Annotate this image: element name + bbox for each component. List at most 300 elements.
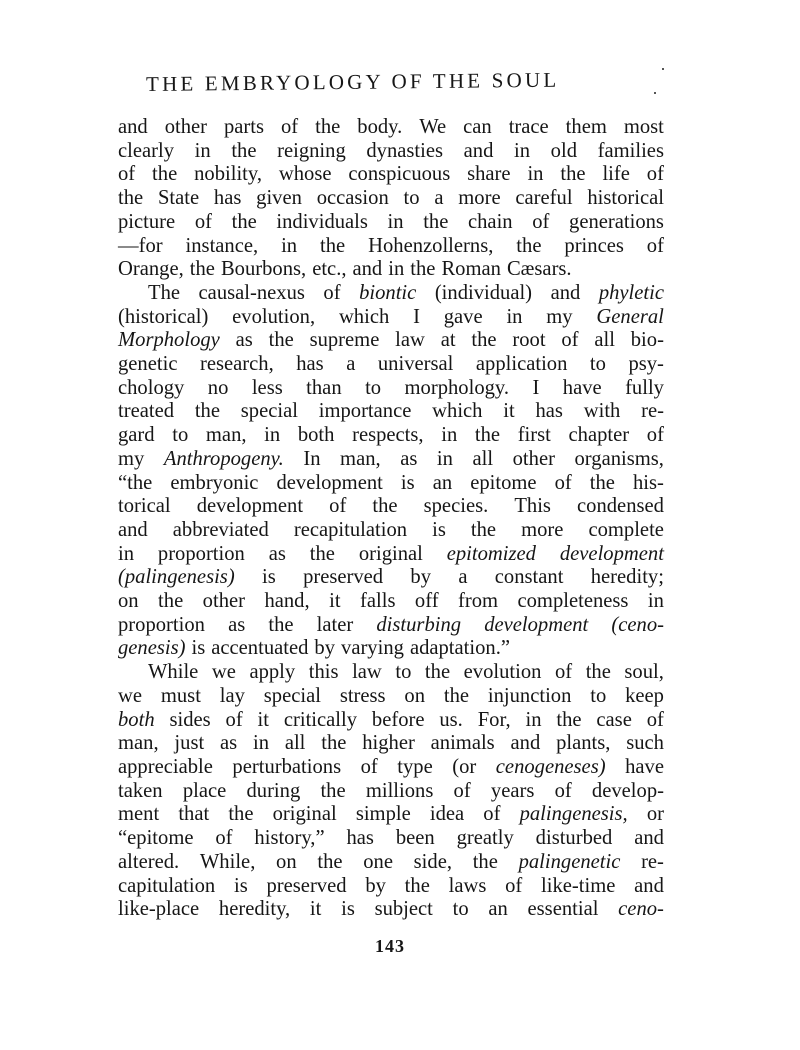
word: varying [341,637,404,660]
word: —for [118,234,163,257]
word: in [388,258,405,281]
word: clearly [118,139,175,162]
word: of [554,779,572,802]
word: of [554,661,573,684]
word: genetic [118,353,178,376]
word: altered. [118,850,180,873]
word: in [436,447,453,470]
word: plants, [556,732,611,755]
word: of [532,210,550,233]
word: has [296,353,324,376]
word: of [505,874,523,897]
word: type [397,755,433,778]
word: accentuated [211,637,309,660]
word: This [514,495,551,518]
word: it [329,590,341,613]
word: by [365,874,386,897]
word: historical [587,187,664,210]
word: and [550,281,581,304]
word: ment [118,803,160,826]
word: the [472,850,498,873]
word: original [272,803,337,826]
word: to [589,353,606,376]
word: essential [527,898,599,921]
word: I [532,376,540,399]
word: as [400,447,418,470]
word: gave [443,305,483,328]
word: psy- [628,353,664,376]
word: development [196,495,304,518]
text-line [118,353,664,377]
word: “epitome [118,827,194,850]
word: sides [169,708,211,731]
word: as [220,732,238,755]
word: higher [362,732,415,755]
word: has [213,187,242,210]
word: chapter [568,424,630,447]
italic-word: cenogeneses) [495,755,606,778]
word: and [463,139,494,162]
word: instance, [185,234,259,257]
word: individuals [276,210,368,233]
word: a [434,187,444,210]
text-line [118,803,664,827]
word: critically [283,708,358,731]
word: application [475,353,568,376]
word: lay [219,684,245,707]
text-line [118,519,664,543]
scan-speck [654,92,656,94]
word: Roman [441,258,501,281]
word: of [646,163,664,186]
word: the [589,471,615,494]
word: on [276,850,297,873]
word: of [323,281,341,304]
text-line [118,732,664,756]
word: causal-nexus [198,281,305,304]
text-line [118,472,664,496]
text-line [118,875,664,899]
word: of [646,708,664,731]
body-text [118,116,664,922]
word: such [626,732,664,755]
word: of [646,424,664,447]
italic-word: Anthropogeny. [163,447,284,470]
italic-word: phyletic [598,281,664,304]
word: evolution [463,661,542,684]
word: it [309,898,322,921]
word: morphology. [404,376,510,399]
word: soul, [624,661,664,684]
word: in [252,732,269,755]
word: been [395,827,435,850]
word: a [458,566,468,589]
word: no [207,376,229,399]
word: research, [199,353,274,376]
text-line [118,709,664,733]
word: like-place [118,898,200,921]
word: the [320,779,346,802]
word: subject [374,898,433,921]
word: perturbations [232,755,342,778]
word: the [152,163,178,186]
word: the [315,116,341,138]
word: before [371,708,425,731]
word: life [602,163,630,186]
text-line [118,495,664,519]
italic-word: Morphology [118,329,220,352]
word: etc., [312,258,347,281]
word: is [233,874,248,897]
word: than [306,376,342,399]
word: families [597,139,664,162]
word: the [424,661,451,684]
word: of [554,471,572,494]
word: millions [365,779,434,802]
word: from [458,590,499,613]
word: constant [494,566,564,589]
italic-word: (ceno- [611,613,664,636]
text-line [118,898,664,922]
word: nobility, [194,163,262,186]
word: other [164,116,208,138]
word: a [346,353,356,376]
word: the [228,803,254,826]
word: my [118,447,145,470]
text-line [118,590,664,614]
word: in [506,305,523,328]
word: parts [224,116,265,138]
word: careful [515,187,573,210]
word: at [440,329,456,352]
page-number: 143 [375,936,405,956]
word: the [268,613,294,636]
text-line [118,614,664,638]
text-line [118,400,664,424]
word: Bourbons, [220,258,307,281]
word: them [565,116,607,138]
word: We [419,116,447,138]
word: stress [339,684,386,707]
word: picture [118,210,176,233]
italic-word: disturbing [376,613,462,636]
word: the [560,163,586,186]
word: taken [118,779,163,802]
word: reigning [277,139,346,162]
italic-word: biontic [359,281,417,304]
word: generations [569,210,664,233]
word: or [646,803,664,826]
word: Cæsars. [506,258,572,281]
word: the [585,661,611,684]
running-head: THE EMBRYOLOGY OF THE SOUL [145,67,560,96]
word: of [646,234,664,257]
word: chain [468,210,513,233]
word: the [321,732,347,755]
word: the [516,234,542,257]
word: hand, [264,590,310,613]
word: to [172,424,189,447]
word: of [194,210,212,233]
word: While, [199,850,256,873]
word: preserved [303,566,384,589]
word: the [372,495,398,518]
word: on [404,684,426,707]
word: of [453,779,471,802]
word: is [262,566,276,589]
word: it [257,708,269,731]
word: and [118,116,148,138]
word: treated [118,400,175,423]
word: (or [452,755,477,778]
word: most [623,116,664,138]
text-line [118,851,664,875]
word: other [202,590,245,613]
word: an [488,898,508,921]
text-line [118,448,664,472]
word: respects, [352,424,424,447]
word: dynasties [366,139,444,162]
word: place [182,779,227,802]
word: and [634,827,664,850]
word: the [194,400,220,423]
word: it [503,400,515,423]
word: the [470,518,497,541]
word: with [583,400,621,423]
word: of [483,803,501,826]
word: law [352,661,382,684]
word: epitome [470,471,537,494]
word: on [118,590,139,613]
word: us. [439,708,463,731]
text-line [118,235,664,259]
word: the [309,542,335,565]
word: occasion [316,187,389,210]
word: that [178,803,210,826]
word: the [410,258,436,281]
word: The [148,281,181,304]
word: in [281,234,298,257]
word: share [467,163,511,186]
word: proportion [118,613,205,636]
word: more [521,518,564,541]
word: years [490,779,535,802]
italic-word: both [118,708,155,731]
word: complete [588,518,664,541]
italic-word: palingenetic [518,850,621,873]
word: the [471,329,497,352]
word: laws [448,874,487,897]
word: in [647,590,664,613]
word: is [400,471,415,494]
word: evolution, [232,305,316,328]
word: torical [118,495,171,518]
word: less [251,376,283,399]
word: in [527,163,544,186]
text-line [118,827,664,851]
word: my [546,305,573,328]
word: princes [564,234,624,257]
word: as [235,329,253,352]
word: like-time [541,874,616,897]
word: idea [429,803,465,826]
word: more [458,187,501,210]
text-line [118,258,664,282]
word: I [413,305,420,328]
word: disturbed [535,827,613,850]
word: by [314,637,336,660]
word: supreme [309,329,380,352]
word: fully [625,376,664,399]
word: man, [118,732,159,755]
italic-word: General [596,305,664,328]
text-line [118,329,664,353]
word: special [240,400,298,423]
word: of [561,329,579,352]
word: develop- [591,779,664,802]
word: have [625,755,664,778]
word: of [360,755,378,778]
word: proportion [157,542,245,565]
word: all [284,732,306,755]
word: development [276,471,383,494]
text-line [118,140,664,164]
word: the [268,329,294,352]
word: animals [430,732,495,755]
word: simple [355,803,411,826]
word: in [118,542,135,565]
word: the [404,874,430,897]
word: injunction [487,684,572,707]
word: an [432,471,453,494]
word: apply [249,661,296,684]
word: (individual) [434,281,533,304]
word: the [158,590,184,613]
word: and [118,518,148,541]
word: preserved [266,874,347,897]
text-line [118,756,664,780]
word: the [231,139,257,162]
word: appreciable [118,755,213,778]
word: embryonic [170,471,259,494]
word: Orange, [118,258,184,281]
word: the [423,210,449,233]
word: heredity; [590,566,664,589]
word: completeness [517,590,629,613]
word: abbreviated [172,518,269,541]
word: re- [641,400,664,423]
word: in [525,708,542,731]
text-line [118,116,664,140]
word: side, [413,850,452,873]
text-line [118,424,664,448]
word: to [403,187,420,210]
word: have [562,376,602,399]
word: which [338,305,390,328]
word: chology [118,376,185,399]
word: in [194,139,211,162]
word: gard [118,424,155,447]
word: by [410,566,432,589]
word: of [329,495,347,518]
word: both [297,424,335,447]
word: Hohenzollerns, [368,234,494,257]
word: the [474,424,501,447]
italic-word: development [559,542,664,565]
word: the [443,684,470,707]
word: is [432,518,446,541]
word: to [365,376,382,399]
word: case [596,708,632,731]
word: the [556,708,582,731]
word: While [148,661,199,684]
word: in [441,424,458,447]
text-line [118,780,664,804]
word: in [264,424,281,447]
word: trace [508,116,549,138]
italic-word: genesis) [118,637,186,660]
word: in [387,210,404,233]
word: law [395,329,425,352]
text-line [118,637,664,661]
word: (historical) [118,305,209,328]
word: off [414,590,439,613]
word: to [452,898,469,921]
text-line [118,306,664,330]
word: the [317,850,343,873]
text-line [118,282,664,306]
scan-speck [662,68,664,70]
text-line [118,543,664,567]
word: in [514,139,531,162]
word: his- [633,471,664,494]
word: first [517,424,551,447]
word: universal [377,353,454,376]
word: has [535,400,563,423]
word: the [231,210,257,233]
word: all [472,447,494,470]
word: State [157,187,200,210]
word: is [191,637,206,660]
word: and [510,732,541,755]
word: as [268,542,286,565]
word: other [512,447,555,470]
word: we [118,684,143,707]
word: is [341,898,355,921]
word: species. [423,495,489,518]
word: to [590,684,607,707]
word: given [256,187,302,210]
word: later [316,613,354,636]
word: conspicuous [348,163,451,186]
word: man, [205,424,247,447]
word: In [303,447,321,470]
word: capitulation [118,874,216,897]
word: For, [477,708,511,731]
word: and [634,874,664,897]
word: during [246,779,301,802]
word: as [228,613,246,636]
word: original [358,542,423,565]
word: all [594,329,615,352]
word: which [432,400,483,423]
word: history,” [254,827,325,850]
word: must [160,684,201,707]
word: organisms, [574,447,664,470]
word: has [346,827,374,850]
word: the [320,234,346,257]
word: one [363,850,393,873]
